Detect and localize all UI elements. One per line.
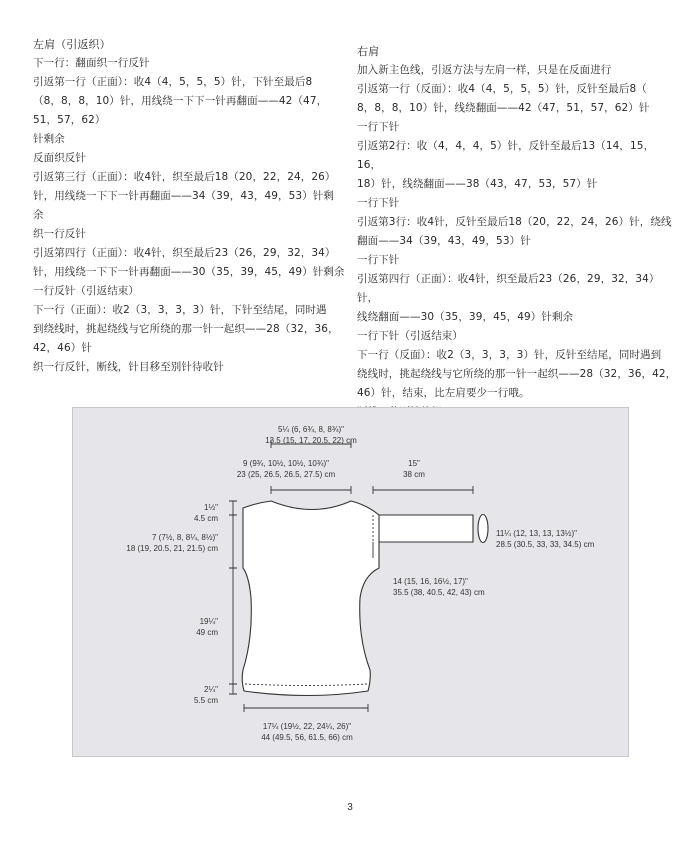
instruction-line: 引返第3行：收4针，反针至最后18（20，22，24，26）针，绕线 bbox=[357, 216, 672, 228]
instruction-line: 翻面——34（39，43，49，53）针 bbox=[357, 235, 531, 247]
neck-depth-cm-label: 4.5 cm bbox=[193, 514, 218, 523]
instruction-line: 引返第一行（正面）：收4（4，5，5，5）针，下针至最后8 bbox=[33, 76, 313, 88]
instruction-line: 46）针，结束，比左肩要少一行哦。 bbox=[357, 387, 530, 399]
instruction-line: 18）针，线绕翻面——38（43，47，53，57）针 bbox=[357, 178, 598, 190]
bust-cm-label: 44 (49.5, 56, 61.5, 66) cm bbox=[261, 733, 353, 742]
cuff-circ-in-label: 11¼ (12, 13, 13, 13½)" bbox=[496, 529, 577, 538]
instruction-line: 8，8，8，10）针，线绕翻面——42（47，51，57，62）针 bbox=[357, 102, 650, 114]
hem-depth-in-label: 2¼" bbox=[204, 685, 218, 694]
right-shoulder-heading: 右肩 bbox=[357, 45, 380, 58]
shoulder-width-cm-label: 23 (25, 26.5, 26.5, 27.5) cm bbox=[236, 470, 336, 479]
sleeve-length-line bbox=[373, 486, 473, 494]
cuff-ellipse bbox=[478, 515, 488, 543]
garment-outline bbox=[242, 501, 488, 696]
neck-width-cm-label: 13.5 (15, 17, 20.5, 22) cm bbox=[265, 436, 357, 445]
left-shoulder-instructions bbox=[33, 35, 348, 377]
instruction-line: 一行下针（引返结束） bbox=[357, 330, 463, 342]
instruction-line: 余 bbox=[33, 209, 44, 221]
instruction-line: 引返第一行（反面）：收4（4，5，5，5）针，反针至最后8（ bbox=[357, 83, 647, 95]
armhole-depth-in-label: 7 (7½, 8, 8¼, 8½)" bbox=[152, 533, 218, 542]
instruction-line: 织一行反针，断线，针目移至别针待收针 bbox=[33, 361, 224, 373]
instruction-line: 一行反针（引返结束） bbox=[33, 285, 139, 297]
instruction-line: 下一行（反面）：收2（3，3，3，3）针，反针至结尾，同时遇到 bbox=[357, 349, 662, 361]
sweater-schematic bbox=[72, 407, 629, 757]
schematic-drawing bbox=[73, 408, 628, 756]
instruction-line: 引返第四行（正面）：收4针，织至最后23（26，29，32，34） bbox=[33, 247, 336, 259]
instruction-line: 引返第四行（正面）：收4针，织至最后23（26，29，32，34）针， bbox=[357, 273, 660, 304]
page-number: 3 bbox=[347, 802, 353, 813]
instruction-line: 51，57，62） bbox=[33, 114, 106, 126]
bust-in-label: 17¼ (19½, 22, 24¼, 26)" bbox=[262, 722, 352, 731]
neck-depth-in-label: 1½" bbox=[204, 503, 218, 512]
instruction-line: 一行下针 bbox=[357, 197, 400, 209]
instruction-line: 到绕线时，挑起绕线与它所绕的那一针一起织——28（32，36， bbox=[33, 323, 339, 335]
instruction-line: 针，用线绕一下下一针再翻面——30（35，39，45，49）针剩余 bbox=[33, 266, 345, 278]
shoulder-width-in-label: 9 (9¾, 10½, 10½, 10¾)" bbox=[242, 459, 330, 468]
shoulder-width-line bbox=[271, 486, 351, 494]
instruction-line: 针，用线绕一下下一针再翻面——34（39，43，49，53）针剩 bbox=[33, 190, 335, 202]
hem-depth-cm-label: 5.5 cm bbox=[193, 696, 218, 705]
left-shoulder-heading: 左肩（引返织） bbox=[33, 38, 111, 51]
sleeve-shape bbox=[373, 515, 473, 542]
instruction-line: 下一行：翻面织一行反针 bbox=[33, 57, 150, 69]
instruction-line: （8，8，8，10）针，用线绕一下下一针再翻面——42（47， bbox=[33, 95, 328, 107]
right-shoulder-instructions bbox=[357, 42, 677, 422]
instruction-line: 一行下针 bbox=[357, 254, 400, 266]
instruction-line: 下一行（正面）：收2（3，3，3，3）针，下针至结尾，同时遇 bbox=[33, 304, 327, 316]
instruction-line: 引返第2行：收（4，4，4，5）针，反针至最后13（14，15，16， bbox=[357, 140, 655, 171]
cuff-circ-cm-label: 28.5 (30.5, 33, 33, 34.5) cm bbox=[496, 540, 595, 549]
vertical-dimension-line bbox=[229, 501, 237, 694]
body-shape bbox=[242, 501, 379, 696]
bust-width-line bbox=[244, 704, 368, 712]
instruction-line: 引返第三行（正面）：收4针，织至最后18（20，22，24，26） bbox=[33, 171, 336, 183]
instruction-line: 反面织反针 bbox=[33, 152, 86, 164]
body-length-in-label: 19¼" bbox=[199, 617, 218, 626]
sleeve-length-in-label: 15" bbox=[408, 459, 420, 468]
instruction-line: 针剩余 bbox=[33, 133, 65, 145]
instruction-line: 42，46）针 bbox=[33, 342, 92, 354]
neck-width-in-label: 5¼ (6, 6¾, 8, 8¾)" bbox=[278, 425, 344, 434]
instruction-line: 加入新主色线，引返方法与左肩一样，只是在反面进行 bbox=[357, 64, 612, 76]
armhole-depth-cm-label: 18 (19, 20.5, 21, 21.5) cm bbox=[126, 544, 218, 553]
upper-arm-cm-label: 35.5 (38, 40.5, 42, 43) cm bbox=[393, 588, 485, 597]
body-length-cm-label: 49 cm bbox=[196, 628, 218, 637]
instruction-line: 织一行反针 bbox=[33, 228, 86, 240]
instruction-line: 一行下针 bbox=[357, 121, 400, 133]
sleeve-length-cm-label: 38 cm bbox=[403, 470, 425, 479]
instruction-line: 线绕翻面——30（35，39，45，49）针剩余 bbox=[357, 311, 574, 323]
upper-arm-in-label: 14 (15, 16, 16½, 17)" bbox=[393, 577, 468, 586]
instruction-line: 绕线时，挑起绕线与它所绕的那一针一起织——28（32，36，42， bbox=[357, 368, 677, 380]
